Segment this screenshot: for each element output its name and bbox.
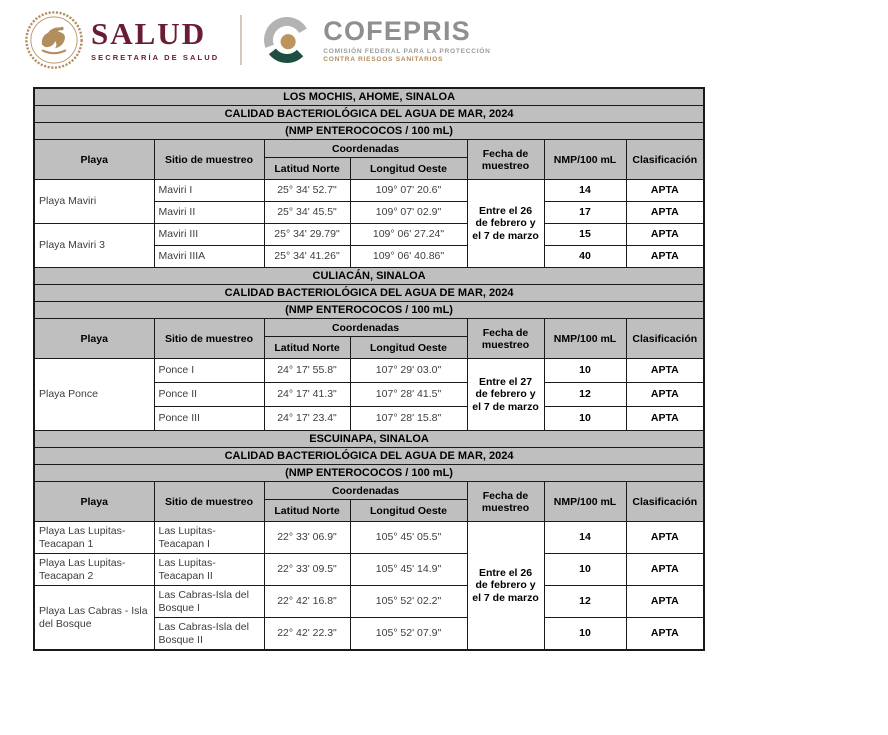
table-row xyxy=(34,140,704,158)
cofepris-c-logo-icon xyxy=(259,12,315,68)
section-subtitle: CALIDAD BACTERIOLÓGICA DEL AGUA DE MAR, 2024 xyxy=(34,106,704,123)
cell-longitud: 109° 07' 20.6" xyxy=(350,180,467,202)
table-row xyxy=(34,123,704,140)
column-header-coordenadas: Coordenadas xyxy=(264,482,467,500)
cell-playa: Playa Maviri xyxy=(34,180,154,224)
table-row xyxy=(34,482,704,500)
column-header-nmp: NMP/100 mL xyxy=(544,482,626,522)
cell-longitud: 109° 06' 27.24" xyxy=(350,224,467,246)
table-row xyxy=(34,319,704,337)
cell-sitio: Las Lupitas-Teacapan I xyxy=(154,522,264,554)
cell-sitio: Maviri I xyxy=(154,180,264,202)
column-header-coordenadas: Coordenadas xyxy=(264,140,467,158)
table-row xyxy=(34,359,704,383)
water-quality-table-container xyxy=(33,87,705,651)
cell-fecha: Entre el 26 de febrero y el 7 de marzo xyxy=(467,180,544,268)
cell-fecha: Entre el 26 de febrero y el 7 de marzo xyxy=(467,522,544,651)
cell-nmp: 10 xyxy=(544,359,626,383)
cell-clasificacion: APTA xyxy=(626,224,704,246)
table-row xyxy=(34,224,704,246)
cell-longitud: 109° 07' 02.9" xyxy=(350,202,467,224)
column-header-fecha: Fecha de muestreo xyxy=(467,319,544,359)
cell-playa: Playa Maviri 3 xyxy=(34,224,154,268)
column-header-latitud: Latitud Norte xyxy=(264,500,350,522)
cell-nmp: 40 xyxy=(544,246,626,268)
table-row xyxy=(34,586,704,618)
cell-longitud: 105° 52' 02.2" xyxy=(350,586,467,618)
section-subtitle: CALIDAD BACTERIOLÓGICA DEL AGUA DE MAR, 2024 xyxy=(34,285,704,302)
cell-clasificacion: APTA xyxy=(626,554,704,586)
cell-clasificacion: APTA xyxy=(626,383,704,407)
table-row xyxy=(34,465,704,482)
cell-playa: Playa Las Lupitas-Teacapan 2 xyxy=(34,554,154,586)
cofepris-wordmark-block xyxy=(323,15,491,63)
cell-longitud: 105° 52' 07.9" xyxy=(350,618,467,651)
cell-longitud: 107° 28' 15.8" xyxy=(350,407,467,431)
table-row xyxy=(34,431,704,448)
column-header-longitud: Longitud Oeste xyxy=(350,337,467,359)
column-header-clasificacion: Clasificación xyxy=(626,140,704,180)
cell-sitio: Maviri IIIA xyxy=(154,246,264,268)
cell-nmp: 12 xyxy=(544,383,626,407)
table-row xyxy=(34,522,704,554)
cell-nmp: 15 xyxy=(544,224,626,246)
table-row xyxy=(34,180,704,202)
column-header-longitud: Longitud Oeste xyxy=(350,500,467,522)
brand-header xyxy=(24,8,491,72)
cell-clasificacion: APTA xyxy=(626,202,704,224)
cell-latitud: 22° 42' 16.8" xyxy=(264,586,350,618)
table-row xyxy=(34,448,704,465)
cell-sitio: Ponce II xyxy=(154,383,264,407)
column-header-fecha: Fecha de muestreo xyxy=(467,140,544,180)
cell-sitio: Las Cabras-Isla del Bosque II xyxy=(154,618,264,651)
column-header-clasificacion: Clasificación xyxy=(626,319,704,359)
table-row xyxy=(34,88,704,106)
section-subtitle: CALIDAD BACTERIOLÓGICA DEL AGUA DE MAR, 2024 xyxy=(34,448,704,465)
column-header-nmp: NMP/100 mL xyxy=(544,319,626,359)
cell-nmp: 14 xyxy=(544,180,626,202)
section-location: ESCUINAPA, SINALOA xyxy=(34,431,704,448)
table-row xyxy=(34,285,704,302)
salud-subtitle: SECRETARÍA DE SALUD xyxy=(91,53,220,62)
cell-sitio: Ponce III xyxy=(154,407,264,431)
table-row xyxy=(34,554,704,586)
cell-clasificacion: APTA xyxy=(626,407,704,431)
cell-clasificacion: APTA xyxy=(626,618,704,651)
table-row xyxy=(34,302,704,319)
cell-latitud: 22° 33' 09.5" xyxy=(264,554,350,586)
cofepris-subtitle-line2: CONTRA RIESGOS SANITARIOS xyxy=(323,55,444,63)
logo-divider xyxy=(240,15,242,65)
cell-playa: Playa Las Lupitas-Teacapan 1 xyxy=(34,522,154,554)
cell-sitio: Ponce I xyxy=(154,359,264,383)
cell-playa: Playa Las Cabras - Isla del Bosque xyxy=(34,586,154,651)
cell-fecha: Entre el 27 de febrero y el 7 de marzo xyxy=(467,359,544,431)
section-location: LOS MOCHIS, AHOME, SINALOA xyxy=(34,88,704,106)
cell-sitio: Las Lupitas-Teacapan II xyxy=(154,554,264,586)
salud-title: SALUD xyxy=(91,16,207,51)
column-header-clasificacion: Clasificación xyxy=(626,482,704,522)
cell-nmp: 12 xyxy=(544,586,626,618)
cell-nmp: 10 xyxy=(544,407,626,431)
cell-latitud: 24° 17' 55.8" xyxy=(264,359,350,383)
column-header-sitio: Sitio de muestreo xyxy=(154,482,264,522)
cell-longitud: 105° 45' 14.9" xyxy=(350,554,467,586)
cell-clasificacion: APTA xyxy=(626,359,704,383)
column-header-latitud: Latitud Norte xyxy=(264,337,350,359)
section-location: CULIACÁN, SINALOA xyxy=(34,268,704,285)
cell-nmp: 10 xyxy=(544,618,626,651)
section-unit: (NMP ENTEROCOCOS / 100 mL) xyxy=(34,465,704,482)
cell-clasificacion: APTA xyxy=(626,246,704,268)
column-header-sitio: Sitio de muestreo xyxy=(154,140,264,180)
column-header-playa: Playa xyxy=(34,319,154,359)
mexican-coat-of-arms-icon xyxy=(24,10,84,70)
cell-latitud: 24° 17' 23.4" xyxy=(264,407,350,431)
cell-latitud: 25° 34' 52.7" xyxy=(264,180,350,202)
cell-clasificacion: APTA xyxy=(626,586,704,618)
column-header-playa: Playa xyxy=(34,482,154,522)
column-header-nmp: NMP/100 mL xyxy=(544,140,626,180)
cell-nmp: 14 xyxy=(544,522,626,554)
cell-longitud: 107° 29' 03.0" xyxy=(350,359,467,383)
column-header-fecha: Fecha de muestreo xyxy=(467,482,544,522)
cell-sitio: Maviri II xyxy=(154,202,264,224)
salud-wordmark-block xyxy=(91,18,219,62)
section-unit: (NMP ENTEROCOCOS / 100 mL) xyxy=(34,302,704,319)
cell-latitud: 22° 42' 22.3" xyxy=(264,618,350,651)
column-header-coordenadas: Coordenadas xyxy=(264,319,467,337)
cell-playa: Playa Ponce xyxy=(34,359,154,431)
cell-longitud: 107° 28' 41.5" xyxy=(350,383,467,407)
cell-clasificacion: APTA xyxy=(626,180,704,202)
water-quality-table-body xyxy=(34,88,704,650)
cell-nmp: 10 xyxy=(544,554,626,586)
table-row xyxy=(34,106,704,123)
cell-longitud: 105° 45' 05.5" xyxy=(350,522,467,554)
water-quality-table xyxy=(33,87,705,651)
cell-longitud: 109° 06' 40.86" xyxy=(350,246,467,268)
cell-sitio: Maviri III xyxy=(154,224,264,246)
cell-latitud: 24° 17' 41.3" xyxy=(264,383,350,407)
cell-nmp: 17 xyxy=(544,202,626,224)
cell-latitud: 25° 34' 45.5" xyxy=(264,202,350,224)
column-header-longitud: Longitud Oeste xyxy=(350,158,467,180)
cell-latitud: 25° 34' 29.79" xyxy=(264,224,350,246)
cell-latitud: 22° 33' 06.9" xyxy=(264,522,350,554)
cell-clasificacion: APTA xyxy=(626,522,704,554)
table-row xyxy=(34,268,704,285)
column-header-latitud: Latitud Norte xyxy=(264,158,350,180)
cofepris-subtitle-line1: COMISIÓN FEDERAL PARA LA PROTECCIÓN xyxy=(323,47,491,55)
section-unit: (NMP ENTEROCOCOS / 100 mL) xyxy=(34,123,704,140)
cofepris-title: COFEPRIS xyxy=(323,15,471,46)
cell-sitio: Las Cabras-Isla del Bosque I xyxy=(154,586,264,618)
cell-latitud: 25° 34' 41.26" xyxy=(264,246,350,268)
column-header-playa: Playa xyxy=(34,140,154,180)
column-header-sitio: Sitio de muestreo xyxy=(154,319,264,359)
